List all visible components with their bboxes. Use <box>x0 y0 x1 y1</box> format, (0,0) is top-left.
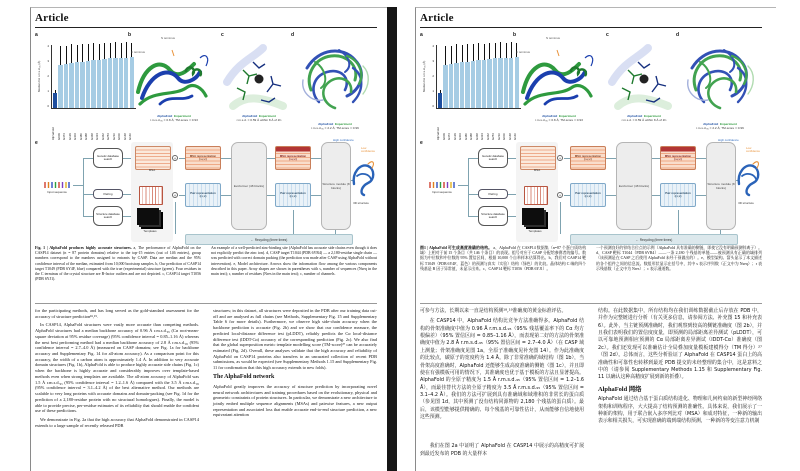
bar-group <box>476 43 480 108</box>
body-column-1 <box>35 308 199 431</box>
chart-plot-area <box>436 45 521 109</box>
error-bar <box>66 46 67 64</box>
panel-c-metrics: r.m.s.d. = 0.59 Å within 8 Å of Zn <box>621 118 667 123</box>
bar <box>53 93 57 108</box>
bar-group <box>64 46 68 108</box>
bar <box>86 61 90 108</box>
panel-d-caption <box>678 122 762 130</box>
panel-e-letter: e <box>35 140 38 146</box>
predicted-structure-thumbnail <box>349 156 377 200</box>
bar-group <box>498 42 502 108</box>
chart-bars <box>438 46 520 108</box>
x-tick-label: G473 <box>62 133 66 140</box>
bar <box>487 59 491 108</box>
panel-b-letter: b <box>513 32 517 38</box>
body-column-2 <box>213 308 377 421</box>
3d-structure-label: 3D structure <box>738 201 754 205</box>
experiment-legend-label: Experiment <box>174 114 191 118</box>
error-bar <box>511 42 512 58</box>
chart-bars <box>53 46 135 108</box>
bar <box>438 93 442 108</box>
structure-module-box: Structure module (8 blocks) <box>321 142 351 230</box>
error-bar <box>478 43 479 60</box>
x-tick-label: AlphaFold <box>436 127 440 140</box>
header-rule <box>35 27 377 28</box>
panel-a-letter: a <box>35 32 38 38</box>
error-bar <box>489 43 490 59</box>
evoformer-box: Evoformer (48 blocks) <box>616 142 652 230</box>
casp14-bar-chart <box>422 36 517 140</box>
caption-rule <box>420 303 762 304</box>
low-confidence-label: Low confidence <box>746 146 760 154</box>
body-text <box>35 308 377 471</box>
n-terminus-label: N terminus <box>161 36 175 40</box>
experiment-legend-label: Experiment <box>720 122 737 126</box>
panel-b-metrics: r.m.s.d.₉₅ = 0.8 Å; TM-score = 0.93 <box>150 118 198 123</box>
y-tick-label: 1 <box>47 89 49 93</box>
caption-title: Fig. 1 | AlphaFold produces highly accurate structures. <box>35 246 132 250</box>
x-tick-label: G009 <box>56 133 61 140</box>
error-bar <box>495 43 496 59</box>
recycle-line <box>678 210 679 234</box>
x-tick-label: G403 <box>73 133 77 140</box>
error-bar <box>121 43 122 58</box>
panel-b-caption <box>515 114 603 122</box>
experiment-legend-label: Experiment <box>335 122 352 126</box>
templates-thumbnail <box>137 208 159 225</box>
alphafold-legend-label: AlphaFold <box>242 114 258 118</box>
connector-line <box>696 158 706 159</box>
bar <box>460 62 464 108</box>
body-text <box>420 308 762 471</box>
zinc-site-image-c <box>608 42 680 110</box>
3d-structure-label: 3D structure <box>353 201 369 205</box>
zinc-site-image-c <box>223 42 295 110</box>
section-heading: AlphaFold 网络 <box>598 385 642 393</box>
pairing-node: Pairing <box>478 189 508 199</box>
error-bar <box>104 43 105 59</box>
panel-b-metrics: r.m.s.d.₉₅ = 0.8 Å; TM-score = 0.93 <box>535 118 583 123</box>
pairing-grid-thumbnail <box>139 186 163 205</box>
x-tick-label: G324 <box>480 133 484 140</box>
experiment-legend-label: Experiment <box>559 114 576 118</box>
connector-line <box>468 216 478 217</box>
x-tick-label: G480 <box>78 133 83 140</box>
alphafold-legend-label: AlphaFold <box>318 122 334 126</box>
paragraph: We demonstrate in Fig. 2a that the high accuracy that AlphaFold demonstrated in CASP14 extends to a large sample of recently released PDB <box>35 416 199 428</box>
c-terminus-label: C terminus <box>516 50 530 54</box>
connector-line <box>83 216 93 217</box>
bar <box>91 60 95 108</box>
x-tick-label: AlphaFold <box>51 127 55 140</box>
error-bar <box>126 42 127 58</box>
evoformer-box: Evoformer (48 blocks) <box>231 142 267 230</box>
bar-group <box>75 45 79 108</box>
error-bar <box>445 46 446 65</box>
x-tick-label: G403 <box>458 133 462 140</box>
panel-e-letter: e <box>420 140 423 146</box>
error-bar <box>467 44 468 62</box>
high-confidence-label: High confidence <box>718 138 739 142</box>
paragraph: 我们在图 2a 中证明了 AlphaFold 在 CASP14 中展示的高精度可扩展到最近发布的 PDB 的大量样本 <box>420 443 584 457</box>
bar <box>504 58 508 108</box>
bar <box>443 65 447 108</box>
bar-group <box>91 43 95 108</box>
article-header: Article <box>35 12 69 24</box>
bar <box>482 60 486 108</box>
y-axis-label: Median Cα r.m.s.d.₉₅ (Å) <box>37 60 41 92</box>
error-bar <box>93 43 94 60</box>
header-rule <box>420 27 762 28</box>
concat-junction-icon: + <box>558 156 562 161</box>
section-heading: The AlphaFold network <box>213 373 275 380</box>
bar-group <box>69 44 73 108</box>
y-tick-label: 3 <box>47 59 49 63</box>
x-tick-label: G324 <box>95 133 99 140</box>
connector-line <box>696 195 706 196</box>
error-bar <box>456 44 457 63</box>
structure-database-search-node: Structure database search <box>93 206 123 226</box>
x-tick-label: G166 <box>513 133 517 140</box>
bar-group <box>504 43 508 108</box>
bar <box>493 58 497 108</box>
panel-c-caption <box>606 114 682 122</box>
chart-plot-area <box>51 45 136 109</box>
input-sequence-glyph <box>428 181 456 189</box>
paragraph: 在 CASP14 中，AlphaFold 结构比竞争方法准确得多。AlphaFold 结构的骨架准确度中值为 0.96 Å r.m.s.d.₉₅（95% 残基覆盖率下的 Cα 均方根偏差）（95% 置信区间 = 0.85–1.16 Å），而表现第二好的方法的骨架准确度中值为 2.8 Å r.m.s.d.₉₅（95% 置信区间 = 2.7–4.0 Å）（在 CASP 域上测量；骨架准确度见图 1a，全原子准确度见补充图 14）。作为此准确度的比较点，碳原子的宽度约为 1.4 Å。除了非常准确的域结构（图 1b），当骨架高度准确时，AlphaFold 还能够生成高度准确的侧链（图 1c），并且即使在有强模板可用的情况下，其准确度也优于基于模板的方法且显著提高。AlphaFold 的全原子精度为 1.5 Å r.m.s.d.₉₅（95% 置信区间 = 1.2–1.6 Å），而最佳替代方法的全原子精度为 3.5 Å r.m.s.d.₉₅（95% 置信区间 = 3.1–4.2 Å）。我们的方法可扩展到具有准确域和域堆积的非常长的蛋白质（参见图 1d，其中预测了没有结构同源物的 2,180 个残基的蛋白质）。最后，该模型能够提供精确的、每个残基的可靠性估计，从而能够自信地使用这些预测。 <box>420 318 584 421</box>
x-tick-label: G368 <box>474 133 479 140</box>
bar <box>465 62 469 109</box>
panel-b-caption <box>130 114 218 122</box>
caption-text: a, The performance of AlphaFold on the CASP14 dataset (n = 87 protein domains) relative to the top-15 entries (out of 146 entries), group numbers correspond to the numbers assigned to entrants by CASP. Data are median and the 95% confidence interval of the median, estimated from 10,000 bootstrap samples. b, Our prediction of CASP14 target T1049 (PDB 6Y4F, blue) compared with the true (experimental) structure (green). Four residues in the C terminus of the crystal structure are B-factor outliers and are not depicted. c, CASP14 target T1056 (PDB 6YJ1). <box>35 246 201 282</box>
panel-a-letter: a <box>420 32 423 38</box>
x-tick-label: G488 <box>469 133 473 140</box>
error-bar <box>500 42 501 58</box>
paragraph: structures; in this dataset, all structures were deposited in the PDB after our training data cut-off and are analysed as full chains (see Methods, Supplementary Fig. 15 and Supplementary Table 6 for more details). Furthermore, we observe high side-chain accuracy when the backbone prediction is accurate (Fig. 2b) and we show that our confidence measure, the predicted local-distance difference test (pLDDT), reliably predicts the Cα local-distance difference test (lDDT-Cα) accuracy of the corresponding prediction (Fig. 2c). We also find that the global superposition metric template modelling score (TM-score)²⁷ can be accurately estimated (Fig. 2d). Overall, these analyses validate that the high accuracy and reliability of AlphaFold on CASP14 proteins also transfers to an uncurated collection of recent PDB submissions, as would be expected (see Supplementary Methods 1.15 and Supplementary Fig. 11 for confirmation that this high accuracy extends to new folds). <box>213 308 377 371</box>
x-tick-label: G216 <box>496 133 501 140</box>
input-sequence-label: Input sequence <box>47 190 67 194</box>
input-sequence-label: Input sequence <box>432 190 452 194</box>
x-tick-label: G362 <box>100 133 105 140</box>
bar <box>454 63 458 108</box>
alphafold-legend-label: AlphaFold <box>703 122 719 126</box>
pairing-node: Pairing <box>93 189 123 199</box>
y-tick-label: 0 <box>432 104 434 108</box>
error-bar <box>451 46 452 64</box>
figure-1 <box>35 30 377 245</box>
bar-group <box>58 46 62 108</box>
x-tick-label: G488 <box>84 133 88 140</box>
x-tick-label: G473 <box>447 133 451 140</box>
bar <box>64 64 68 108</box>
x-tick-label: G166 <box>128 133 132 140</box>
connector-line <box>221 158 231 159</box>
panel-c-letter: c <box>221 32 224 38</box>
large-protein-image-d <box>678 36 762 120</box>
large-protein-image-d <box>293 36 377 120</box>
pair-representation-box: Pair representation (r,r,c) <box>570 183 606 207</box>
caption-column-1 <box>420 246 586 272</box>
bar <box>113 58 117 108</box>
zinc-ion-sphere <box>640 75 649 84</box>
connector-line <box>221 195 231 196</box>
templates-thumbnail <box>522 208 544 225</box>
connector-line <box>83 158 84 216</box>
error-bar <box>473 44 474 60</box>
paragraph: In CASP14, AlphaFold structures were vastly more accurate than competing methods. AlphaFold structures had a median backbone accuracy of 0.96 Å r.m.s.d.₉₅ (Cα root-mean-square deviation at 95% residue coverage) (95% confidence interval = 0.85–1.16 Å) whereas the next best performing method had a median backbone accuracy of 2.8 Å r.m.s.d.₉₅ (95% confidence interval = 2.7–4.0 Å) (measured on CASP domains; see Fig. 1a for backbone accuracy and Supplementary Fig. 14 for all-atom accuracy). As a comparison point for this accuracy, the width of a carbon atom is approximately 1.4 Å. In addition to very accurate domain structures (Fig. 1b), AlphaFold is able to produce highly accurate side chains (Fig. 1c) when the backbone is highly accurate and considerably improves over template-based methods even when strong templates are available. The all-atom accuracy of AlphaFold was 1.5 Å r.m.s.d.₉₅ (95% confidence interval = 1.2–1.6 Å) compared with the 3.5 Å r.m.s.d.₉₅ (95% confidence interval = 3.1–4.2 Å) of the best alternative method. Our methods are scalable to very long proteins with accurate domains and domain-packing (see Fig. 1d for the prediction of a 2,180-residue protein with no structural homologues). Finally, the model is able to provide precise, per-residue estimates of its reliability that should enable the confident use of these predictions. <box>35 322 199 414</box>
error-bar <box>99 44 100 60</box>
pair-representation-box-2: Pair representation (r,r,c) <box>275 183 311 207</box>
structure-module-box: Structure module (8 blocks) <box>706 142 736 230</box>
bar-group <box>443 46 447 108</box>
caption-text: a、AlphaFold 在 CASP14 数据集（n=87 个蛋白质结构域）上相对于前 15 个条目（共 146 个条目）的表现。组号对应于 CASP 分配给参赛者的编号。数据为中位数和中位数的 95% 置信区间，根据 10,000 个自举样本估算得出。b、我们对 CASP14 靶标 T1049（PDB 6Y4F，蓝色）的预测与真实（实验）结构（绿色）的比较。晶体结构 C 端的四个残基是 B 因子异常值，未显示出来。c、CASP14 靶标 T1056（PDB 6YJ1）。 <box>420 246 587 271</box>
panel-c-letter: c <box>606 32 609 38</box>
msa-thumbnail <box>520 146 556 170</box>
y-axis-ticks <box>429 44 434 108</box>
model-architecture-diagram <box>35 138 377 245</box>
bar-group <box>97 44 101 108</box>
bar <box>58 65 62 108</box>
error-bar <box>77 45 78 62</box>
bar-group <box>108 43 112 108</box>
high-confidence-label: High confidence <box>333 138 354 142</box>
y-tick-label: 4 <box>47 44 49 48</box>
x-tick-label: G148 <box>507 133 512 140</box>
connector-line <box>468 158 478 159</box>
bar <box>509 58 513 108</box>
paragraph: for the participating methods, and has long served as the gold-standard assessment for the accuracy of structure prediction¹⁸,¹⁹. <box>35 308 199 319</box>
msa-label: MSA <box>148 168 156 172</box>
bar-group <box>454 44 458 108</box>
templates-label: Templates <box>143 229 157 233</box>
paragraph: AlphaFold greatly improves the accuracy of structure prediction by incorporating novel neural network architectures and training procedures based on the evolutionary, physical and geometric constraints of protein structures. In particular, we demonstrate a new architecture to jointly embed multiple sequence alignments (MSAs) and pairwise features, a new output representation and associated loss that enable accurate end-to-end structure prediction, a new equivariant attention <box>213 383 377 418</box>
bar-group <box>487 43 491 108</box>
x-tick-label: G129 <box>67 133 72 140</box>
error-bar <box>71 44 72 63</box>
concat-junction-icon: + <box>558 193 562 198</box>
page-divider-spine <box>386 7 397 471</box>
model-architecture-diagram <box>420 138 762 245</box>
experiment-legend-label: Experiment <box>259 114 276 118</box>
paragraph: 结构。在此数据集中，所有结构均在我们训练数据截止后存放在 PDB 中，并作为完整链进行分析（有关更多信息，请参阅方法、补充图 15 和补充表 6）。此外，当主链预测准确时，我们观察到较高的侧链准确度（图 2b），并且我们表明我们的置信度度量，即预测的局部距离差异测试（pLDDT），可以可靠地预测相应预测的 Cα 局部距离差异测试（lDDT-Cα）准确度（图 2c）。我们还发现可以准确估计全局叠加度量模板建模得分（TM 得分）²⁷（图 2d）。总体而言，这些分析验证了 AlphaFold 在 CASP14 蛋白上的高准确性和可靠性也转移到最近 PDB 提交的未经整理的集合中，这是意料之中的（请参阅 Supplementary Methods 1.15 和 Supplementary Fig. 11 以确认这种高精度扩展到新的折叠）。 <box>598 308 762 381</box>
panel-c-caption <box>221 114 297 122</box>
bar-group <box>449 46 453 108</box>
genetic-database-search-node: Genetic database search <box>478 148 508 168</box>
low-confidence-label: Low confidence <box>361 146 375 154</box>
x-tick-label: G129 <box>452 133 457 140</box>
bar <box>80 62 84 109</box>
bar <box>119 58 123 108</box>
x-tick-label: G368 <box>89 133 94 140</box>
panel-b-letter: b <box>128 32 132 38</box>
figure-1 <box>420 30 762 245</box>
connector-line <box>606 195 616 196</box>
bar <box>476 60 480 108</box>
alphafold-legend-label: AlphaFold <box>157 114 173 118</box>
c-terminus-label: C terminus <box>131 50 145 54</box>
casp14-bar-chart <box>37 36 132 140</box>
x-tick-label: G480 <box>463 133 468 140</box>
bar-group <box>124 42 128 108</box>
bar-group <box>113 42 117 108</box>
figure-1-panel-group <box>420 30 762 245</box>
figure-caption <box>35 246 377 298</box>
paragraph: AlphaFold 通过结合基于蛋白质结构进化、物理和几何约束的新型神经网络架构和训练程序，大大提高了结构预测的准确性。具体来说，我们展示了一种新的架构，用于联合嵌入多序列比对（MSA）和成对特征，一种新的输出表示和相关损失，可实现准确的端到端结构预测，一种新的等变注意力机制 <box>598 396 762 425</box>
concat-junction-icon: + <box>173 156 177 161</box>
bar <box>75 62 79 108</box>
y-tick-label: 0 <box>47 104 49 108</box>
x-tick-label: G009 <box>441 133 446 140</box>
error-bar <box>110 43 111 59</box>
bar-group <box>86 44 90 108</box>
panel-d-letter: d <box>676 32 680 38</box>
figure-1-panel-group <box>35 30 377 245</box>
y-axis-label: Median Cα r.m.s.d.₉₅ (Å) <box>422 60 426 92</box>
connector-line <box>83 158 93 159</box>
article-header: Article <box>420 12 454 24</box>
bar-group <box>493 43 497 108</box>
connector-line <box>606 158 616 159</box>
error-bar <box>88 44 89 60</box>
connector-line <box>73 185 83 186</box>
paragraph: 可参与方法，长期以来一直是结构预测¹⁸,¹⁹准确度的黄金标准评估。 <box>420 308 567 314</box>
pair-representation-box: Pair representation (r,r,c) <box>185 183 221 207</box>
y-tick-label: 4 <box>432 44 434 48</box>
x-tick-label: G216 <box>111 133 116 140</box>
connector-line <box>468 194 478 195</box>
page-chinese <box>415 7 776 471</box>
figure-caption <box>420 246 762 298</box>
error-bar <box>82 44 83 62</box>
input-sequence-glyph <box>43 181 71 189</box>
caption-rule <box>35 303 377 304</box>
error-bar <box>484 44 485 60</box>
x-tick-label: G006 <box>502 133 506 140</box>
bar-group <box>460 45 464 108</box>
connector-line <box>83 194 93 195</box>
body-column-2 <box>598 308 762 429</box>
caption-column-1 <box>35 246 201 282</box>
connector-line <box>458 185 468 186</box>
bar <box>124 58 128 108</box>
x-tick-label: G006 <box>117 133 121 140</box>
msa-representation-box: MSA representation (s,r,c) <box>570 146 606 170</box>
panel-d-metrics: r.m.s.d.₉₅ = 2.2 Å; TM-score = 0.96 <box>696 126 744 131</box>
n-terminus-label: N terminus <box>546 36 560 40</box>
y-tick-label: 1 <box>432 89 434 93</box>
x-tick-label: G253 <box>106 133 110 140</box>
bar-group <box>53 90 57 108</box>
panel-d-metrics: r.m.s.d.₉₅ = 2.2 Å; TM-score = 0.96 <box>311 126 359 131</box>
page-english <box>30 7 387 471</box>
bar-group <box>102 43 106 108</box>
bar <box>69 63 73 108</box>
bar <box>471 61 475 108</box>
recycle-line <box>293 210 294 234</box>
zinc-ion-sphere <box>255 75 264 84</box>
alphafold-legend-label: AlphaFold <box>627 114 643 118</box>
error-bar <box>506 43 507 58</box>
bar-group <box>471 44 475 108</box>
y-axis-ticks <box>44 44 49 108</box>
x-axis-labels <box>437 110 520 140</box>
bar-group <box>482 44 486 108</box>
caption-column-2: 一个预测良好的锌结合位点的示例（AlphaFold 具有准确的侧链，即使它没有明确预测锌离子）。d、CASP 靶标 T1044（PDB 6VR4）——一条 2,180 个残基的单链——被预测具有正确的域排列（该预测是在 CASP 之后使用 AlphaFold 未经干预做出的）。e、模型架构。箭头显示了本文描述的各个组件之间的信息流。数组形状显示在括号中，其中 s 表示序列数（正文中为 Nseq）；r 表示残基数（正文中为 Nres）；c 表示通道数。 <box>596 246 762 271</box>
panel-d-caption <box>293 122 377 130</box>
panel-c-metrics: r.m.s.d. = 0.59 Å within 8 Å of Zn <box>236 118 282 123</box>
recycle-line <box>175 202 176 234</box>
y-tick-label: 3 <box>432 59 434 63</box>
error-bar <box>462 45 463 62</box>
bar <box>97 60 101 108</box>
x-tick-label: G362 <box>485 133 490 140</box>
y-tick-label: 2 <box>47 74 49 78</box>
msa-label: MSA <box>533 168 541 172</box>
body-column-1 <box>420 308 584 461</box>
connector-line <box>311 158 321 159</box>
bar-group <box>509 42 513 108</box>
pair-representation-box-2: Pair representation (r,r,c) <box>660 183 696 207</box>
x-axis-labels <box>52 110 135 140</box>
caption-title: 图1 | AlphaFold 可生成高度准确的结构。 <box>420 246 493 250</box>
genetic-database-search-node: Genetic database search <box>93 148 123 168</box>
bar-group <box>438 90 442 108</box>
connector-line <box>468 158 469 216</box>
caption-column-2: An example of a well-predicted zinc-binding site (AlphaFold has accurate side chains even though it does not explicitly predict the zinc ion). d, CASP target T1044 (PDB 6VR4) — a 2,180-residue single chain — was predicted with correct domain packing (the prediction was made after CASP using AlphaFold without intervention). e, Model architecture. Arrows show the information flow among the various components described in this paper. Array shapes are shown in parentheses with s, number of sequences (Nseq in the main text); r, number of residues (Nres in the main text); c, number of channels. <box>211 246 377 276</box>
msa-thumbnail <box>135 146 171 170</box>
panel-d-letter: d <box>291 32 295 38</box>
concat-junction-icon: + <box>173 193 177 198</box>
error-bar <box>60 46 61 65</box>
bar-group <box>119 43 123 108</box>
bar <box>102 59 106 108</box>
y-tick-label: 2 <box>432 74 434 78</box>
alphafold-legend-label: AlphaFold <box>542 114 558 118</box>
x-tick-label: G148 <box>122 133 127 140</box>
bar <box>449 64 453 108</box>
recycle-line <box>560 202 561 234</box>
bar-group <box>80 44 84 108</box>
bar-group <box>465 44 469 108</box>
bar <box>498 58 502 108</box>
bar <box>108 58 112 108</box>
msa-representation-box: MSA representation (s,r,c) <box>185 146 221 170</box>
x-tick-label: G253 <box>491 133 495 140</box>
pairing-grid-thumbnail <box>524 186 548 205</box>
experiment-legend-label: Experiment <box>644 114 661 118</box>
connector-line <box>311 195 321 196</box>
msa-representation-box-2: MSA representation (s,r,c) <box>660 146 696 170</box>
predicted-structure-thumbnail <box>734 156 762 200</box>
recycling-bar: ← Recycling (three times) <box>570 234 738 245</box>
structure-database-search-node: Structure database search <box>478 206 508 226</box>
recycling-bar: ← Recycling (three times) <box>185 234 353 245</box>
msa-representation-box-2: MSA representation (s,r,c) <box>275 146 311 170</box>
templates-label: Templates <box>528 229 542 233</box>
error-bar <box>115 42 116 58</box>
